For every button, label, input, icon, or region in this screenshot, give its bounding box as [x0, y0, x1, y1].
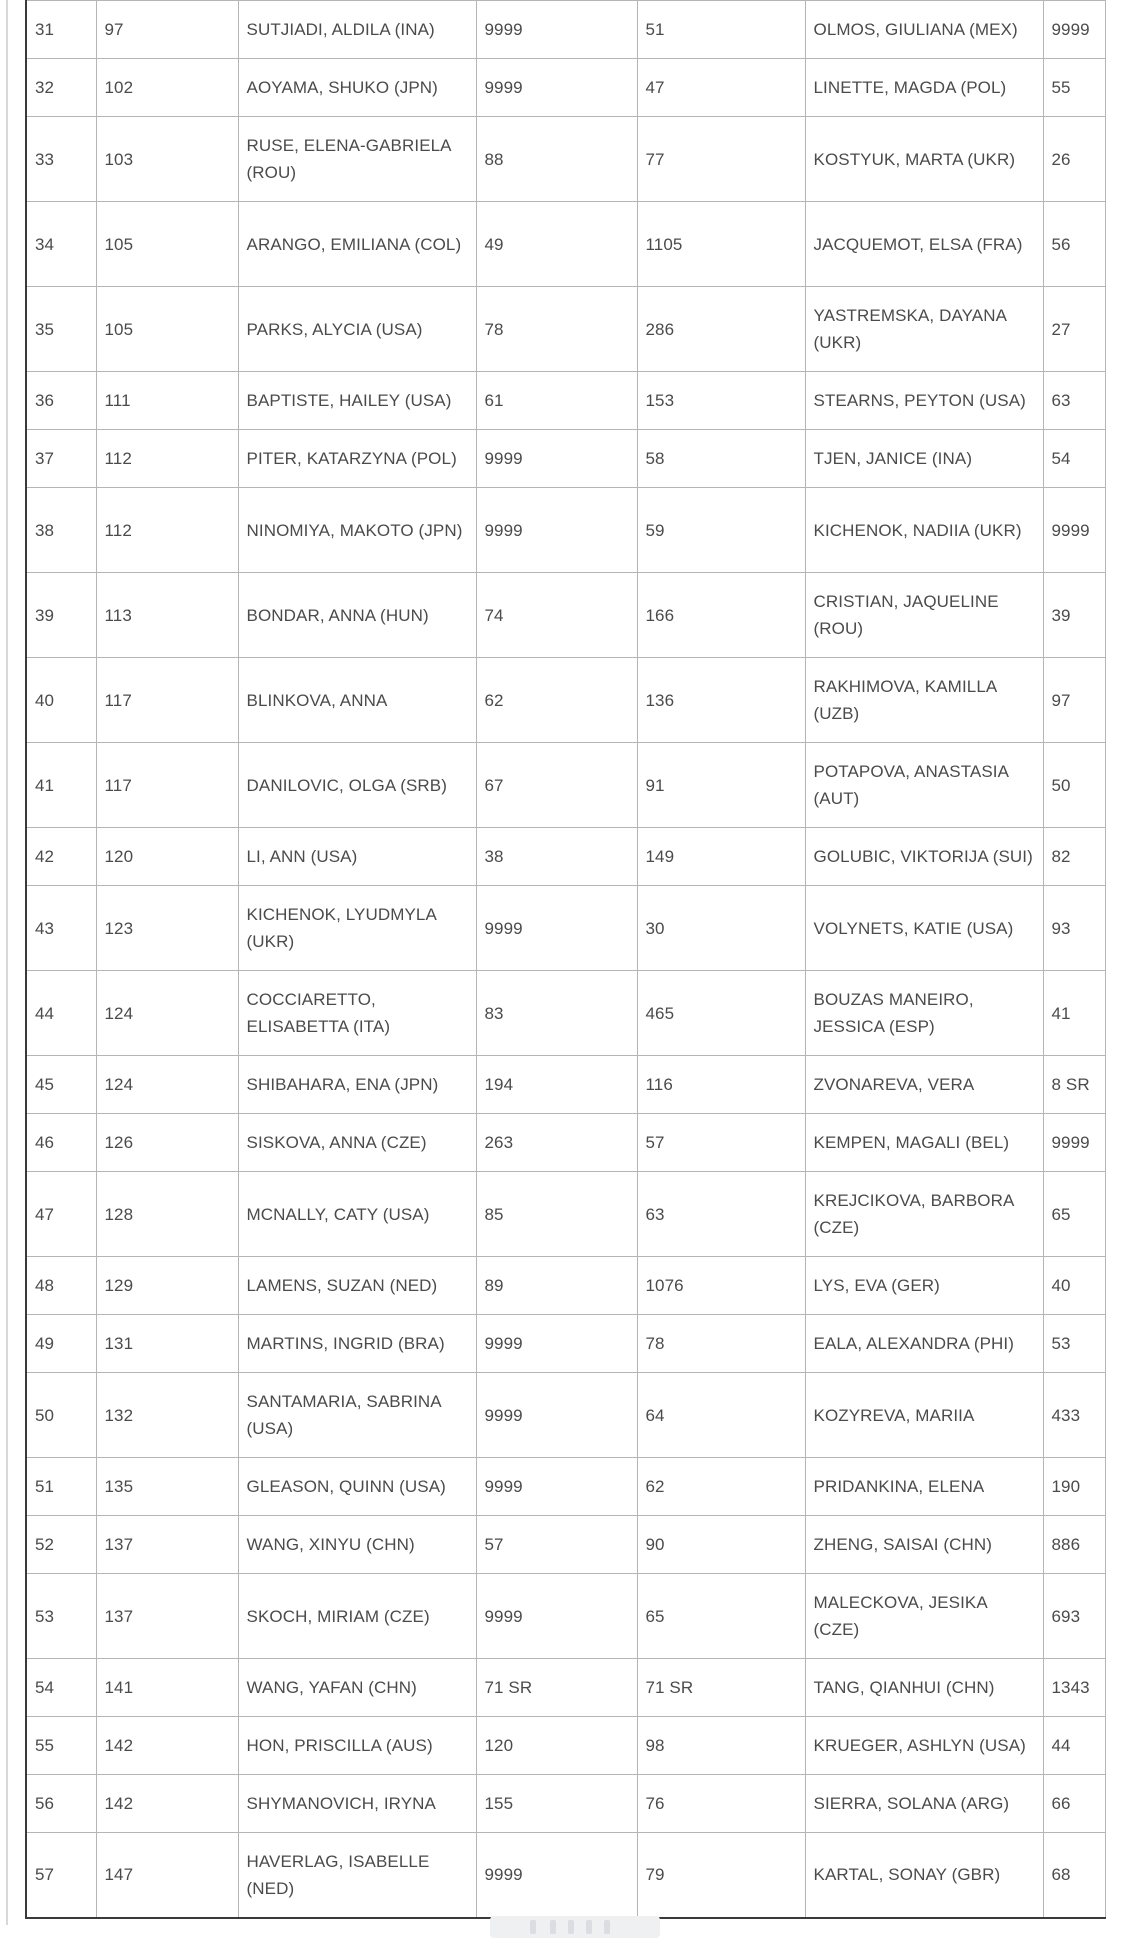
opponent-ranking-cell: 64	[637, 1373, 805, 1458]
opponent-ranking-cell: 71 SR	[637, 1659, 805, 1717]
row-number-cell: 53	[26, 1574, 96, 1659]
ranking-cell: 141	[96, 1659, 238, 1717]
player-name-cell: NINOMIYA, MAKOTO (JPN)	[238, 488, 476, 573]
opponent-name-cell: KICHENOK, NADIIA (UKR)	[805, 488, 1043, 573]
player-name-cell: BLINKOVA, ANNA	[238, 658, 476, 743]
opponent-points-cell: 54	[1043, 430, 1105, 488]
table-row	[26, 658, 1105, 743]
table-row	[26, 287, 1105, 372]
row-number-cell: 34	[26, 202, 96, 287]
ranking-cell: 142	[96, 1775, 238, 1833]
ranking-cell: 128	[96, 1172, 238, 1257]
ranking-cell: 105	[96, 202, 238, 287]
opponent-name-cell: ZVONAREVA, VERA	[805, 1056, 1043, 1114]
opponent-ranking-cell: 136	[637, 658, 805, 743]
player-name-cell: MARTINS, INGRID (BRA)	[238, 1315, 476, 1373]
opponent-name-cell: KOZYREVA, MARIIA	[805, 1373, 1043, 1458]
opponent-ranking-cell: 77	[637, 117, 805, 202]
table-row	[26, 1172, 1105, 1257]
opponent-ranking-cell: 58	[637, 430, 805, 488]
player-name-cell: KICHENOK, LYUDMYLA (UKR)	[238, 886, 476, 971]
player-name-cell: PARKS, ALYCIA (USA)	[238, 287, 476, 372]
opponent-name-cell: TJEN, JANICE (INA)	[805, 430, 1043, 488]
ranking-cell: 111	[96, 372, 238, 430]
points-cell: 74	[476, 573, 637, 658]
table-row	[26, 1516, 1105, 1574]
opponent-ranking-cell: 465	[637, 971, 805, 1056]
opponent-points-cell: 9999	[1043, 1, 1105, 59]
opponent-points-cell: 8 SR	[1043, 1056, 1105, 1114]
opponent-name-cell: KREJCIKOVA, BARBORA (CZE)	[805, 1172, 1043, 1257]
opponent-points-cell: 66	[1043, 1775, 1105, 1833]
points-cell: 83	[476, 971, 637, 1056]
opponent-name-cell: ZHENG, SAISAI (CHN)	[805, 1516, 1043, 1574]
opponent-points-cell: 40	[1043, 1257, 1105, 1315]
table-row	[26, 1717, 1105, 1775]
opponent-ranking-cell: 65	[637, 1574, 805, 1659]
row-number-cell: 56	[26, 1775, 96, 1833]
opponent-name-cell: EALA, ALEXANDRA (PHI)	[805, 1315, 1043, 1373]
row-number-cell: 40	[26, 658, 96, 743]
table-row	[26, 743, 1105, 828]
points-cell: 85	[476, 1172, 637, 1257]
row-number-cell: 46	[26, 1114, 96, 1172]
points-cell: 71 SR	[476, 1659, 637, 1717]
table-row	[26, 202, 1105, 287]
points-cell: 78	[476, 287, 637, 372]
points-cell: 194	[476, 1056, 637, 1114]
row-number-cell: 45	[26, 1056, 96, 1114]
points-cell: 9999	[476, 1574, 637, 1659]
ranking-cell: 117	[96, 743, 238, 828]
opponent-ranking-cell: 149	[637, 828, 805, 886]
ranking-cell: 129	[96, 1257, 238, 1315]
opponent-ranking-cell: 1105	[637, 202, 805, 287]
opponent-name-cell: PRIDANKINA, ELENA	[805, 1458, 1043, 1516]
opponent-name-cell: VOLYNETS, KATIE (USA)	[805, 886, 1043, 971]
points-cell: 89	[476, 1257, 637, 1315]
opponent-points-cell: 39	[1043, 573, 1105, 658]
points-cell: 9999	[476, 886, 637, 971]
opponent-points-cell: 65	[1043, 1172, 1105, 1257]
opponent-ranking-cell: 90	[637, 1516, 805, 1574]
points-cell: 9999	[476, 1458, 637, 1516]
points-cell: 9999	[476, 488, 637, 573]
opponent-points-cell: 53	[1043, 1315, 1105, 1373]
player-name-cell: RUSE, ELENA-GABRIELA (ROU)	[238, 117, 476, 202]
opponent-ranking-cell: 62	[637, 1458, 805, 1516]
opponent-ranking-cell: 51	[637, 1, 805, 59]
opponent-points-cell: 44	[1043, 1717, 1105, 1775]
ranking-cell: 147	[96, 1833, 238, 1918]
points-cell: 9999	[476, 59, 637, 117]
opponent-points-cell: 9999	[1043, 1114, 1105, 1172]
opponent-name-cell: KEMPEN, MAGALI (BEL)	[805, 1114, 1043, 1172]
row-number-cell: 54	[26, 1659, 96, 1717]
entry-list-table	[25, 0, 1106, 1919]
player-name-cell: HAVERLAG, ISABELLE (NED)	[238, 1833, 476, 1918]
row-number-cell: 37	[26, 430, 96, 488]
points-cell: 120	[476, 1717, 637, 1775]
row-number-cell: 38	[26, 488, 96, 573]
opponent-name-cell: KOSTYUK, MARTA (UKR)	[805, 117, 1043, 202]
table-row	[26, 1373, 1105, 1458]
table-row	[26, 1659, 1105, 1717]
table-row	[26, 828, 1105, 886]
player-name-cell: LI, ANN (USA)	[238, 828, 476, 886]
player-name-cell: COCCIARETTO, ELISABETTA (ITA)	[238, 971, 476, 1056]
opponent-name-cell: GOLUBIC, VIKTORIJA (SUI)	[805, 828, 1043, 886]
ranking-cell: 112	[96, 488, 238, 573]
opponent-points-cell: 41	[1043, 971, 1105, 1056]
player-name-cell: LAMENS, SUZAN (NED)	[238, 1257, 476, 1315]
opponent-ranking-cell: 76	[637, 1775, 805, 1833]
points-cell: 57	[476, 1516, 637, 1574]
opponent-ranking-cell: 166	[637, 573, 805, 658]
row-number-cell: 43	[26, 886, 96, 971]
ranking-cell: 112	[96, 430, 238, 488]
table-row	[26, 886, 1105, 971]
opponent-ranking-cell: 63	[637, 1172, 805, 1257]
row-number-cell: 31	[26, 1, 96, 59]
ranking-cell: 132	[96, 1373, 238, 1458]
table-row	[26, 1775, 1105, 1833]
opponent-name-cell: MALECKOVA, JESIKA (CZE)	[805, 1574, 1043, 1659]
row-number-cell: 51	[26, 1458, 96, 1516]
left-margin-rule	[6, 0, 8, 1925]
ranking-cell: 120	[96, 828, 238, 886]
row-number-cell: 39	[26, 573, 96, 658]
table-row	[26, 971, 1105, 1056]
ranking-cell: 123	[96, 886, 238, 971]
row-number-cell: 47	[26, 1172, 96, 1257]
opponent-points-cell: 693	[1043, 1574, 1105, 1659]
opponent-name-cell: TANG, QIANHUI (CHN)	[805, 1659, 1043, 1717]
opponent-ranking-cell: 116	[637, 1056, 805, 1114]
opponent-name-cell: YASTREMSKA, DAYANA (UKR)	[805, 287, 1043, 372]
table-row	[26, 372, 1105, 430]
opponent-points-cell: 27	[1043, 287, 1105, 372]
opponent-ranking-cell: 78	[637, 1315, 805, 1373]
table-row	[26, 59, 1105, 117]
points-cell: 49	[476, 202, 637, 287]
table-row	[26, 1257, 1105, 1315]
row-number-cell: 55	[26, 1717, 96, 1775]
points-cell: 62	[476, 658, 637, 743]
table-row	[26, 488, 1105, 573]
opponent-points-cell: 56	[1043, 202, 1105, 287]
player-name-cell: SANTAMARIA, SABRINA (USA)	[238, 1373, 476, 1458]
row-number-cell: 32	[26, 59, 96, 117]
points-cell: 67	[476, 743, 637, 828]
opponent-name-cell: CRISTIAN, JAQUELINE (ROU)	[805, 573, 1043, 658]
opponent-points-cell: 1343	[1043, 1659, 1105, 1717]
row-number-cell: 36	[26, 372, 96, 430]
row-number-cell: 42	[26, 828, 96, 886]
player-name-cell: SISKOVA, ANNA (CZE)	[238, 1114, 476, 1172]
player-name-cell: PITER, KATARZYNA (POL)	[238, 430, 476, 488]
row-number-cell: 41	[26, 743, 96, 828]
ranking-cell: 124	[96, 971, 238, 1056]
player-name-cell: BONDAR, ANNA (HUN)	[238, 573, 476, 658]
table-row	[26, 1, 1105, 59]
row-number-cell: 57	[26, 1833, 96, 1918]
opponent-name-cell: POTAPOVA, ANASTASIA (AUT)	[805, 743, 1043, 828]
ranking-cell: 137	[96, 1516, 238, 1574]
opponent-points-cell: 97	[1043, 658, 1105, 743]
opponent-name-cell: JACQUEMOT, ELSA (FRA)	[805, 202, 1043, 287]
opponent-points-cell: 55	[1043, 59, 1105, 117]
player-name-cell: WANG, YAFAN (CHN)	[238, 1659, 476, 1717]
player-name-cell: SHIBAHARA, ENA (JPN)	[238, 1056, 476, 1114]
table-row	[26, 573, 1105, 658]
points-cell: 9999	[476, 1, 637, 59]
ranking-cell: 142	[96, 1717, 238, 1775]
player-name-cell: SHYMANOVICH, IRYNA	[238, 1775, 476, 1833]
row-number-cell: 35	[26, 287, 96, 372]
points-cell: 88	[476, 117, 637, 202]
opponent-points-cell: 9999	[1043, 488, 1105, 573]
scroll-indicator	[490, 1916, 660, 1938]
table-row	[26, 117, 1105, 202]
ranking-cell: 113	[96, 573, 238, 658]
opponent-points-cell: 63	[1043, 372, 1105, 430]
opponent-ranking-cell: 153	[637, 372, 805, 430]
player-name-cell: DANILOVIC, OLGA (SRB)	[238, 743, 476, 828]
points-cell: 61	[476, 372, 637, 430]
opponent-name-cell: LINETTE, MAGDA (POL)	[805, 59, 1043, 117]
ranking-cell: 105	[96, 287, 238, 372]
opponent-points-cell: 50	[1043, 743, 1105, 828]
opponent-ranking-cell: 57	[637, 1114, 805, 1172]
player-name-cell: GLEASON, QUINN (USA)	[238, 1458, 476, 1516]
table-row	[26, 1315, 1105, 1373]
opponent-name-cell: KARTAL, SONAY (GBR)	[805, 1833, 1043, 1918]
table-row	[26, 1056, 1105, 1114]
opponent-name-cell: STEARNS, PEYTON (USA)	[805, 372, 1043, 430]
ranking-cell: 102	[96, 59, 238, 117]
row-number-cell: 52	[26, 1516, 96, 1574]
opponent-points-cell: 433	[1043, 1373, 1105, 1458]
opponent-points-cell: 82	[1043, 828, 1105, 886]
opponent-name-cell: LYS, EVA (GER)	[805, 1257, 1043, 1315]
row-number-cell: 49	[26, 1315, 96, 1373]
opponent-ranking-cell: 59	[637, 488, 805, 573]
ranking-cell: 124	[96, 1056, 238, 1114]
points-cell: 155	[476, 1775, 637, 1833]
table-row	[26, 1458, 1105, 1516]
points-cell: 9999	[476, 1373, 637, 1458]
player-name-cell: SUTJIADI, ALDILA (INA)	[238, 1, 476, 59]
entry-list-body	[26, 1, 1105, 1918]
opponent-points-cell: 886	[1043, 1516, 1105, 1574]
player-name-cell: WANG, XINYU (CHN)	[238, 1516, 476, 1574]
opponent-name-cell: RAKHIMOVA, KAMILLA (UZB)	[805, 658, 1043, 743]
player-name-cell: BAPTISTE, HAILEY (USA)	[238, 372, 476, 430]
ranking-cell: 131	[96, 1315, 238, 1373]
player-name-cell: AOYAMA, SHUKO (JPN)	[238, 59, 476, 117]
opponent-points-cell: 26	[1043, 117, 1105, 202]
points-cell: 9999	[476, 1833, 637, 1918]
opponent-ranking-cell: 30	[637, 886, 805, 971]
opponent-name-cell: BOUZAS MANEIRO, JESSICA (ESP)	[805, 971, 1043, 1056]
ranking-cell: 137	[96, 1574, 238, 1659]
opponent-ranking-cell: 1076	[637, 1257, 805, 1315]
opponent-points-cell: 68	[1043, 1833, 1105, 1918]
table-row	[26, 1114, 1105, 1172]
points-cell: 38	[476, 828, 637, 886]
ranking-cell: 135	[96, 1458, 238, 1516]
row-number-cell: 48	[26, 1257, 96, 1315]
opponent-ranking-cell: 286	[637, 287, 805, 372]
player-name-cell: SKOCH, MIRIAM (CZE)	[238, 1574, 476, 1659]
ranking-cell: 97	[96, 1, 238, 59]
opponent-points-cell: 93	[1043, 886, 1105, 971]
player-name-cell: HON, PRISCILLA (AUS)	[238, 1717, 476, 1775]
opponent-points-cell: 190	[1043, 1458, 1105, 1516]
ranking-cell: 103	[96, 117, 238, 202]
player-name-cell: ARANGO, EMILIANA (COL)	[238, 202, 476, 287]
opponent-ranking-cell: 79	[637, 1833, 805, 1918]
opponent-name-cell: OLMOS, GIULIANA (MEX)	[805, 1, 1043, 59]
opponent-ranking-cell: 98	[637, 1717, 805, 1775]
player-name-cell: MCNALLY, CATY (USA)	[238, 1172, 476, 1257]
table-row	[26, 1833, 1105, 1918]
opponent-ranking-cell: 91	[637, 743, 805, 828]
row-number-cell: 33	[26, 117, 96, 202]
ranking-cell: 117	[96, 658, 238, 743]
table-row	[26, 430, 1105, 488]
points-cell: 263	[476, 1114, 637, 1172]
opponent-ranking-cell: 47	[637, 59, 805, 117]
opponent-name-cell: KRUEGER, ASHLYN (USA)	[805, 1717, 1043, 1775]
row-number-cell: 50	[26, 1373, 96, 1458]
points-cell: 9999	[476, 430, 637, 488]
points-cell: 9999	[476, 1315, 637, 1373]
table-row	[26, 1574, 1105, 1659]
opponent-name-cell: SIERRA, SOLANA (ARG)	[805, 1775, 1043, 1833]
row-number-cell: 44	[26, 971, 96, 1056]
ranking-cell: 126	[96, 1114, 238, 1172]
